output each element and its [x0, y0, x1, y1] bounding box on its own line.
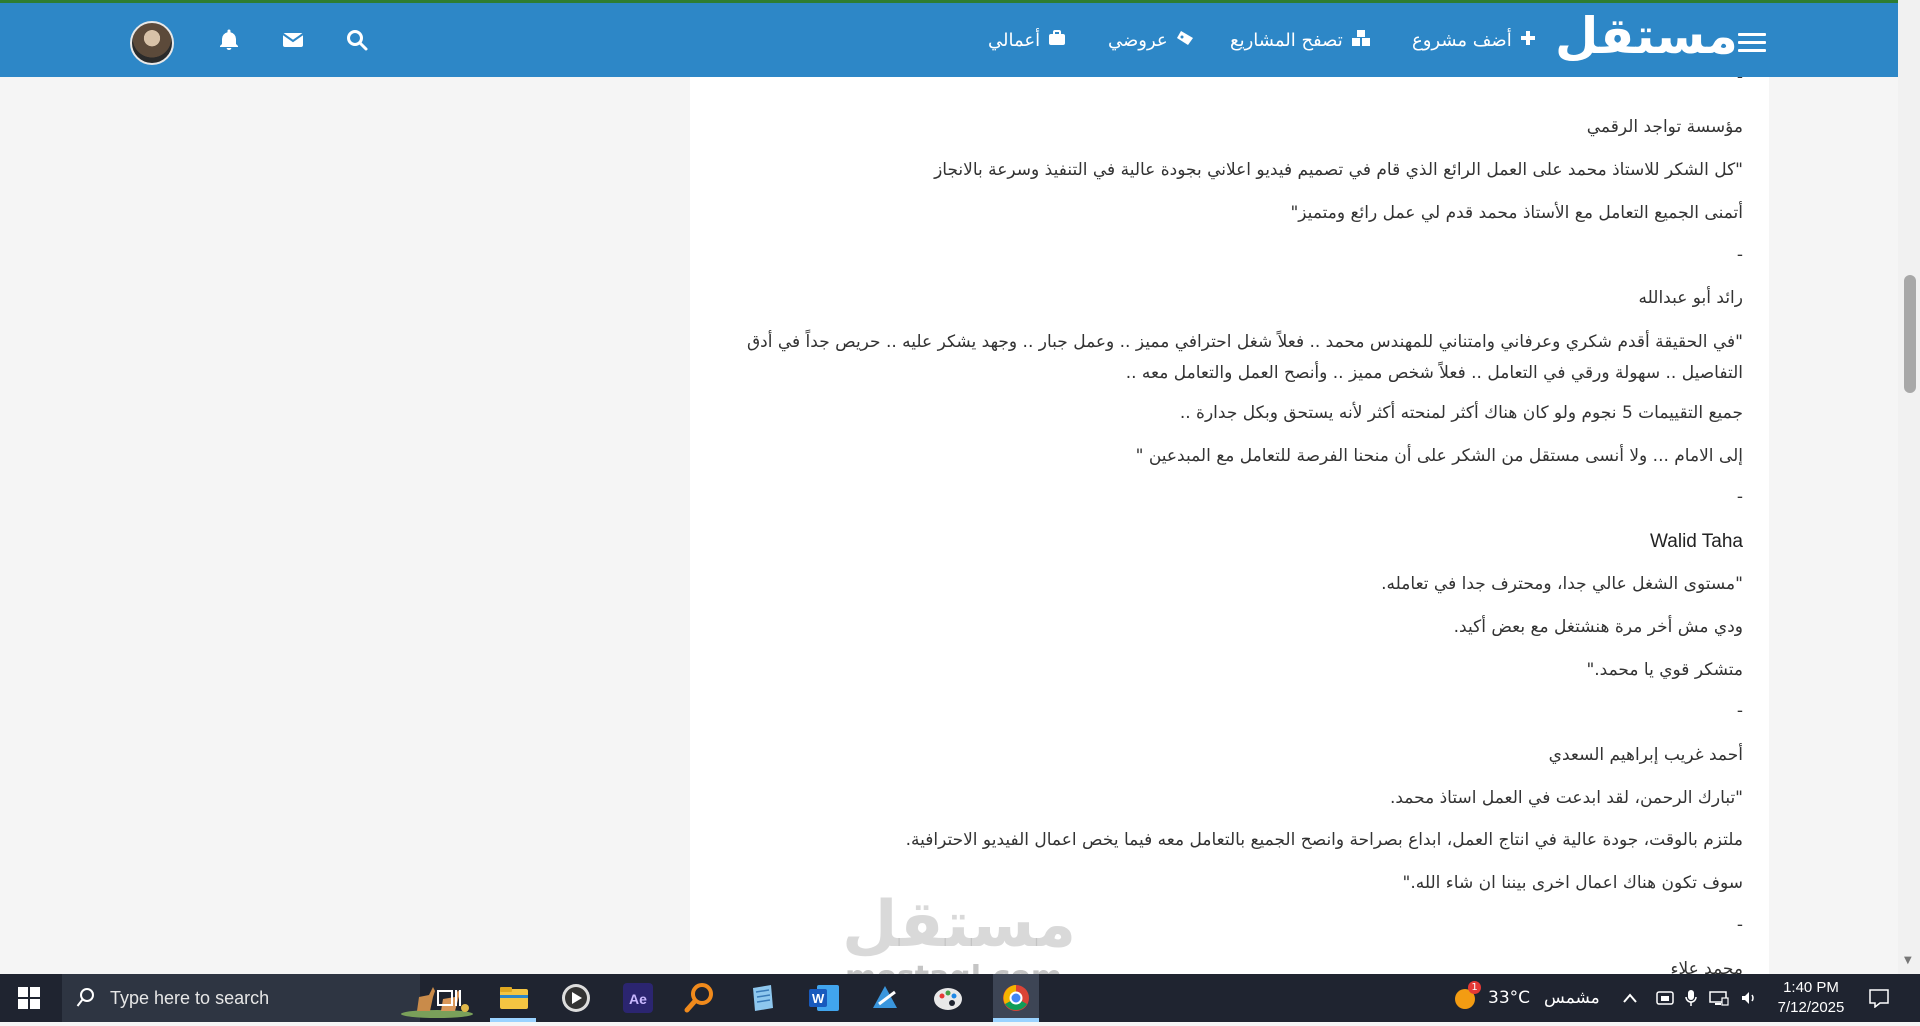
separator-dash: -: [1736, 245, 1743, 265]
notepad-app-icon[interactable]: [745, 982, 779, 1014]
reviewer-name: Walid Taha: [1650, 531, 1743, 552]
reviewer-name: رائد أبو عبدالله: [1638, 288, 1743, 308]
paint-app-icon[interactable]: [931, 982, 965, 1014]
separator-dash: -: [1736, 487, 1743, 507]
network-icon[interactable]: [1708, 974, 1730, 1022]
menu-icon[interactable]: [1738, 33, 1766, 53]
separator-dash: -: [1736, 77, 1743, 87]
weather-sun-icon: [1452, 982, 1478, 1011]
reviewer-name: مؤسسة تواجد الرقمي: [1586, 117, 1743, 137]
after-effects-icon[interactable]: [621, 982, 655, 1014]
review-text: أتمنى الجميع التعامل مع الأستاذ محمد قدم لي عمل رائع ومتميز": [1290, 203, 1743, 223]
review-text: سوف تكون هناك اعمال اخرى بيننا ان شاء الله.": [1402, 873, 1743, 893]
review-text: "كل الشكر للاستاذ محمد على العمل الرائع الذي قام في تصميم فيديو اعلاني بجودة عالية في التنفيذ وسرعة بالانجاز: [934, 160, 1743, 180]
site-logo[interactable]: مستقل: [1555, 7, 1738, 65]
review-text: متشكر قوي يا محمد.": [1586, 660, 1743, 680]
review-text: ودي مش أخر مرة هنشتغل مع بعض أكيد.: [1453, 617, 1743, 637]
task-view-icon[interactable]: [432, 982, 466, 1014]
bell-icon[interactable]: [217, 28, 243, 54]
nav-my-offers[interactable]: [1108, 3, 1194, 77]
user-avatar[interactable]: [130, 21, 174, 65]
briefcase-icon: [1040, 30, 1066, 51]
nav-browse-projects[interactable]: [1230, 3, 1371, 77]
chrome-icon[interactable]: [993, 974, 1039, 1022]
nav-add-project-label: أضف مشروع: [1412, 29, 1512, 51]
meet-now-icon[interactable]: [1656, 974, 1674, 1022]
nav-my-works-label: أعمالي: [988, 29, 1041, 51]
review-text: "تبارك الرحمن، لقد ابدعت في العمل استاذ محمد.: [1389, 788, 1743, 808]
project-description-panel: [690, 77, 1769, 974]
site-header: [0, 3, 1898, 77]
taskbar-search-placeholder: Type here to search: [110, 987, 270, 1008]
word-icon[interactable]: [807, 982, 841, 1014]
plus-icon: [1512, 30, 1536, 51]
search-icon: [76, 987, 96, 1013]
clock-time: 1:40 PM: [1783, 979, 1839, 996]
nav-browse-projects-label: تصفح المشاريع: [1230, 29, 1343, 51]
microphone-icon[interactable]: [1684, 974, 1698, 1022]
weather-widget[interactable]: [1452, 974, 1600, 1022]
system-clock[interactable]: [1768, 978, 1854, 1018]
weather-temperature: 33°C: [1488, 988, 1531, 1008]
chevron-up-icon[interactable]: [1622, 974, 1638, 1022]
cubes-icon: [1343, 29, 1371, 52]
review-text: جميع التقييمات 5 نجوم ولو كان هناك أكثر لمنحته أكثر لأنه يستحق وبكل جدارة ..: [1179, 403, 1743, 423]
vs-installer-icon[interactable]: [869, 982, 903, 1014]
nav-my-offers-label: عروضي: [1108, 29, 1168, 51]
notifications-icon[interactable]: [1868, 974, 1890, 1022]
review-text: "في الحقيقة أقدم شكري وعرفاني وامتناني للمهندس محمد .. فعلاً شغل احترافي مميز .. وعمل جبار .. وجهد يشكر عليه .. حريص جداً في أدق التفاصيل .. سهولة ورقي في التعامل .. فعلاً شخص مميز .. وأنصح العمل والتعامل معه ..: [746, 332, 1743, 383]
reviewer-name: محمد علاء: [1670, 959, 1743, 974]
scrollbar-thumb[interactable]: [1904, 275, 1916, 393]
svg-text:Ae: Ae: [629, 991, 647, 1007]
windows-start-icon[interactable]: [18, 987, 40, 1009]
review-text: إلى الامام ... ولا أنسى مستقل من الشكر على أن منحنا الفرصة للتعامل مع المبدعين ": [1135, 446, 1743, 466]
active-app-indicator: [993, 1018, 1039, 1022]
file-explorer-icon[interactable]: [497, 982, 531, 1014]
envelope-icon[interactable]: [281, 28, 307, 54]
review-text: ملتزم بالوقت، جودة عالية في انتاج العمل، ابداع بصراحة وانصح الجميع بالتعامل معه فيما يخص اعمال الفيديو الاحترافية.: [905, 830, 1743, 850]
scroll-down-arrow-icon[interactable]: ▼: [1904, 955, 1912, 966]
search-icon[interactable]: [345, 28, 371, 54]
separator-dash: -: [1736, 915, 1743, 935]
media-player-icon[interactable]: [559, 982, 593, 1014]
active-app-indicator: [490, 1018, 536, 1022]
nav-my-works[interactable]: [988, 3, 1066, 77]
watermark-logo: مستقل: [842, 888, 1077, 962]
windows-taskbar: [0, 974, 1920, 1022]
clock-date: 7/12/2025: [1777, 999, 1845, 1016]
nav-add-project[interactable]: [1412, 3, 1536, 77]
reviewer-name: أحمد غريب إبراهيم السعدي: [1548, 745, 1743, 765]
separator-dash: -: [1736, 701, 1743, 721]
page-scrollbar[interactable]: [1898, 0, 1920, 974]
taskbar-search-box[interactable]: [62, 974, 420, 1022]
svg-text:W: W: [812, 991, 825, 1006]
weather-description: مشمس: [1544, 988, 1600, 1008]
weather-badge: 1: [1468, 981, 1481, 994]
volume-icon[interactable]: [1740, 974, 1758, 1022]
review-text: "مستوى الشغل عالي جدا، ومحترف جدا في تعامله.: [1381, 574, 1743, 594]
magnifier-app-icon[interactable]: [683, 982, 717, 1014]
ticket-icon: [1168, 30, 1194, 51]
